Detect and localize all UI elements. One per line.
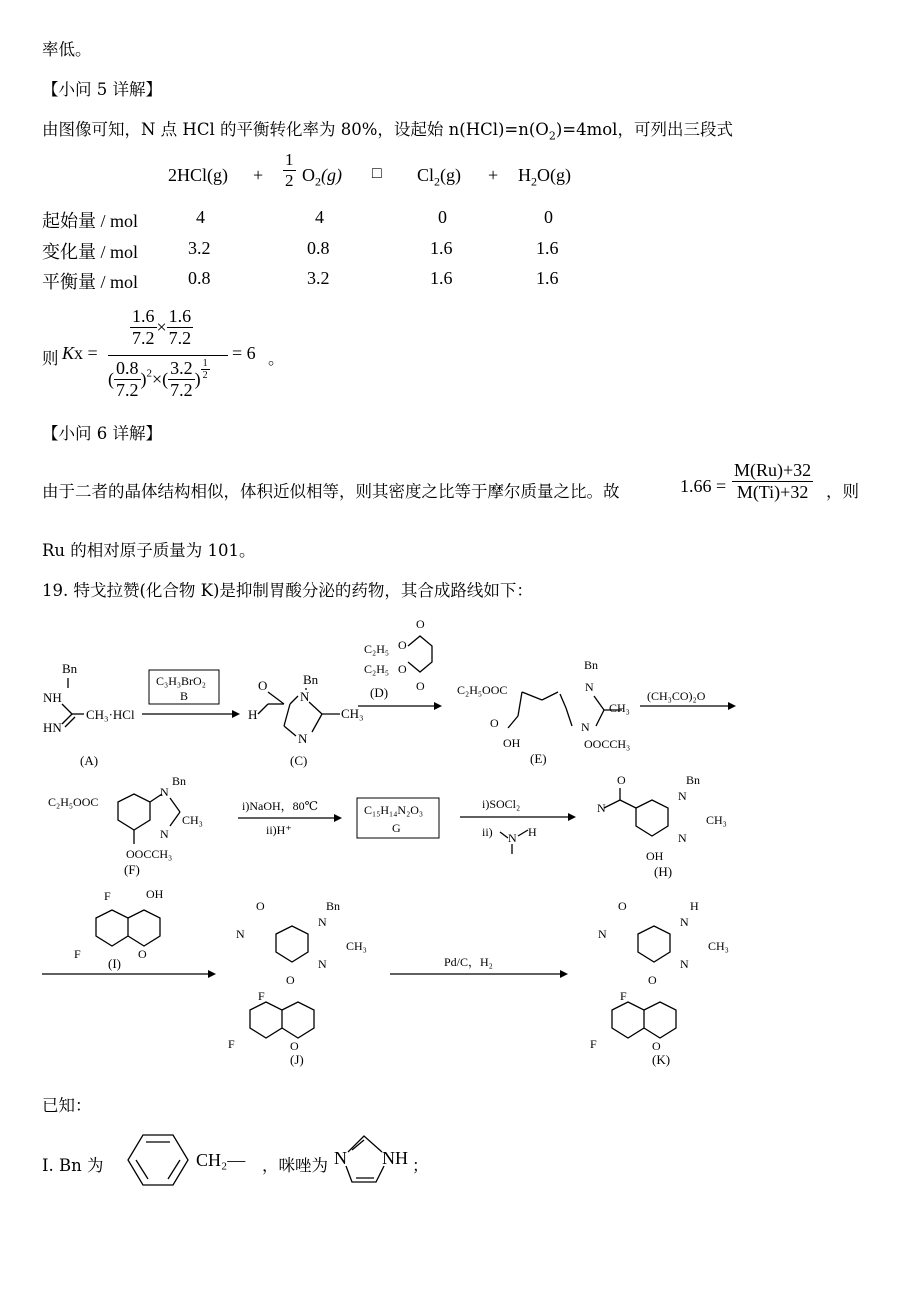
a-label: (A)	[80, 753, 99, 768]
e-bond	[508, 716, 518, 728]
a-bn: Bn	[62, 661, 78, 676]
ice-cell: 3.2	[188, 238, 211, 258]
kx-den-a: 7.2	[132, 328, 155, 348]
compound-k	[590, 899, 729, 1067]
eq-arrow-box: □	[372, 165, 382, 182]
kx-exp-half-den: 2	[202, 370, 208, 381]
j-o: O	[256, 899, 265, 913]
d-label: (D)	[370, 685, 389, 700]
imidazole-n: N	[334, 1148, 347, 1168]
i-benzene	[96, 910, 128, 946]
ice-cell: 4	[315, 207, 324, 227]
ice-cell: 1.6	[536, 238, 559, 258]
ice-cell: 1.6	[536, 268, 559, 288]
k-label: (K)	[652, 1052, 671, 1067]
c-bond	[258, 704, 268, 714]
step-fg-2: ii)H⁺	[266, 823, 292, 837]
eq-cl-sub: 2	[434, 174, 441, 189]
k-o2: O	[648, 973, 657, 987]
j-benzene-2	[250, 1002, 282, 1038]
ice-cell: 0.8	[307, 238, 330, 258]
kx-den-d-num: 3.2	[170, 358, 193, 378]
reagent-d	[358, 617, 442, 710]
a-hn: HN	[43, 720, 62, 735]
kx-den-b: 7.2	[168, 328, 192, 348]
h-ch3: CH₃	[706, 813, 727, 827]
i-ring	[128, 910, 160, 946]
kx-exp-half-num: 1	[202, 358, 208, 369]
k-f1: F	[620, 989, 627, 1003]
k-f2: F	[590, 1037, 597, 1051]
j-o2: O	[286, 973, 295, 987]
b-formula: C₃H₃BrO₂	[156, 674, 206, 688]
c-bond	[309, 702, 322, 714]
f-n3: N	[160, 827, 169, 841]
kx-num-a: 1.6	[132, 306, 155, 326]
compound-g	[357, 798, 439, 838]
j-label: (J)	[290, 1052, 304, 1067]
g-label: G	[392, 821, 401, 835]
ice-cell: 0	[438, 207, 447, 227]
kx-den-d-den: 7.2	[170, 380, 193, 400]
i-oh: OH	[146, 887, 164, 901]
ice-cell: 3.2	[307, 268, 330, 288]
ice-row-label-2: 平衡量 / mol	[42, 272, 139, 292]
arrow-g-h	[460, 797, 576, 854]
k-n: N	[598, 927, 607, 941]
j-o3: O	[290, 1039, 299, 1053]
e-bond	[566, 708, 572, 726]
ice-cell: 0	[544, 207, 553, 227]
b-label: B	[180, 689, 189, 703]
e-bond	[542, 692, 558, 700]
known-end: ；	[412, 1156, 429, 1175]
c-n1: N	[300, 689, 310, 704]
e-bond	[518, 692, 522, 716]
k-benzene-2	[612, 1002, 644, 1038]
amine-h: H	[528, 825, 537, 839]
f-ch3: CH₃	[182, 813, 203, 827]
arrow-head	[568, 813, 576, 821]
eq-plus2: +	[488, 165, 499, 185]
f-bond	[170, 798, 180, 812]
c-bond	[284, 726, 296, 736]
eq-product2	[518, 165, 571, 190]
q6-ratio-value: 1.66 =	[680, 476, 727, 496]
f-bond	[170, 812, 180, 826]
f-bn: Bn	[172, 774, 187, 788]
ice-cell: 0.8	[188, 268, 211, 288]
d-c2h5-1: C₂H₅	[364, 642, 390, 656]
k-h: H	[690, 899, 699, 913]
eq-o2	[302, 165, 342, 190]
e-bn: Bn	[584, 658, 599, 672]
k-n3: N	[680, 957, 689, 971]
h-bond	[620, 800, 636, 808]
e-label: (E)	[530, 751, 547, 766]
synthesis-scheme	[0, 600, 900, 1080]
q6-header: 【小问 6 详解】	[42, 424, 162, 443]
j-benzene	[276, 926, 308, 962]
c-bn: Bn	[303, 672, 319, 687]
eq-half-num: 1	[285, 150, 294, 169]
imidazole-nh: NH	[382, 1148, 408, 1168]
kx-num-b: 1.6	[168, 306, 192, 326]
ice-cell: 1.6	[430, 268, 453, 288]
k-benzene	[638, 926, 670, 962]
k-ring	[644, 1002, 676, 1038]
compound-i	[42, 887, 216, 978]
step-jk: Pd/C，H₂	[444, 955, 493, 969]
eq-half-den: 2	[285, 171, 294, 190]
kx-prefix: 则	[42, 349, 59, 368]
imidazole-bottom-bond	[346, 1166, 384, 1182]
j-ring	[282, 1002, 314, 1038]
arrow-a-c	[142, 670, 240, 718]
h-bond	[604, 800, 620, 808]
eq-cl-state: (g)	[440, 165, 462, 185]
amine-bond	[500, 832, 508, 838]
step-gh-1: i)SOCl₂	[482, 797, 521, 811]
i-f2: F	[74, 947, 81, 961]
e-n3: N	[581, 720, 590, 734]
k-o3: O	[652, 1039, 661, 1053]
c-o: O	[258, 678, 268, 693]
q5-header: 【小问 5 详解】	[42, 80, 162, 99]
d-o2: O	[398, 662, 407, 676]
h-n3: N	[678, 831, 687, 845]
j-ch3: CH₃	[346, 939, 367, 953]
e-bond	[522, 692, 542, 700]
j-f2: F	[228, 1037, 235, 1051]
kx-k: K	[62, 343, 75, 363]
arrow-head	[434, 702, 442, 710]
benzene-icon	[118, 1130, 198, 1190]
kx-x: x =	[74, 343, 98, 363]
arrow-head	[728, 702, 736, 710]
d-o1: O	[398, 638, 407, 652]
j-f1: F	[258, 989, 265, 1003]
q6-ratio	[732, 460, 813, 503]
kx-denominator: ( $\frac{0.8}{7.2}$ )$^2$×( $\frac{3.2}{7.2}$ ) $\frac{1}{2}$	[108, 358, 208, 400]
i-f1: F	[104, 889, 111, 903]
a-bond	[65, 717, 75, 727]
known-header: 已知：	[42, 1096, 92, 1115]
q5-text	[42, 116, 733, 142]
q6-ratio-den: M(Ti)+32	[732, 481, 813, 503]
eq-h2o-state: O(g)	[537, 165, 571, 185]
kx-den-c-den: 7.2	[116, 380, 139, 400]
known-mid: ，咪唑为	[262, 1156, 328, 1175]
arrow-e-f	[640, 689, 736, 710]
f-c2h5ooc: C₂H₅OOC	[48, 795, 99, 809]
compound-a	[43, 661, 135, 768]
q5-text-sub: 2	[548, 129, 556, 143]
known-item1-prefix: I. Bn 为	[42, 1156, 104, 1175]
d-ring	[408, 636, 432, 672]
arrow-head	[334, 814, 342, 822]
q6-text-end: ，则	[826, 482, 859, 501]
h-bn: Bn	[686, 773, 701, 787]
compound-c	[248, 672, 364, 768]
ice-row-label-1: 变化量 / mol	[42, 242, 139, 262]
d-o3: O	[416, 617, 425, 631]
compound-e	[457, 658, 630, 766]
kx-times-1: ×	[156, 317, 167, 337]
h-oh: OH	[646, 849, 664, 863]
j-n: N	[236, 927, 245, 941]
f-benzene	[118, 794, 150, 830]
a-nh: NH	[43, 690, 62, 705]
j-n1: N	[318, 915, 327, 929]
compound-f	[48, 774, 203, 877]
e-o: O	[490, 716, 499, 730]
k-n1: N	[680, 915, 689, 929]
compound-j	[228, 899, 367, 1067]
ice-cell: 1.6	[430, 238, 453, 258]
step-ef: (CH₃CO)₂O	[647, 689, 706, 703]
compound-h	[597, 773, 727, 879]
q6-text: 由于二者的晶体结构相似，体积近似相等，则其密度之比等于摩尔质量之比。故	[42, 482, 620, 501]
h-label: (H)	[654, 864, 673, 879]
c-n3: N	[298, 731, 308, 746]
f-n1: N	[160, 785, 169, 799]
e-c2h5ooc: C₂H₅OOC	[457, 683, 508, 697]
i-label: (I)	[108, 956, 121, 971]
j-n3: N	[318, 957, 327, 971]
q5-text-main: 由图像可知，N 点 HCl 的平衡转化率为 80%，设起始 n(HCl)=n(O	[42, 120, 549, 139]
ice-row-label-0: 起始量 / mol	[42, 211, 139, 231]
c-label: (C)	[290, 753, 308, 768]
arrow-j-k	[390, 955, 568, 978]
e-oh: OH	[503, 736, 521, 750]
h-o: O	[617, 773, 626, 787]
known-ch2: CH₂—	[196, 1150, 246, 1170]
arrow-head	[208, 970, 216, 978]
c-h: H	[248, 707, 258, 722]
d-c2h5-2: C₂H₅	[364, 662, 390, 676]
j-bn: Bn	[326, 899, 341, 913]
f-label: (F)	[124, 862, 140, 877]
a-bond	[62, 704, 72, 714]
eq-cl: Cl	[417, 165, 435, 185]
h-n1: N	[678, 789, 687, 803]
c-bond	[268, 692, 284, 704]
intro-line: 率低。	[42, 40, 92, 59]
eq-o2-sub: 2	[315, 174, 321, 189]
e-bond	[594, 696, 604, 710]
c-bond	[284, 704, 290, 726]
e-n1: N	[585, 680, 594, 694]
imidazole-icon	[330, 1128, 420, 1188]
kx-den-c-num: 0.8	[116, 358, 139, 378]
q5-text-end: )=4mol，可列出三段式	[555, 120, 733, 139]
e-bond	[596, 710, 604, 726]
kx-numerator	[130, 306, 193, 349]
d-o4: O	[416, 679, 425, 693]
amine-bond	[518, 830, 528, 836]
eq-o2-state: (g)	[321, 165, 342, 185]
k-o: O	[618, 899, 627, 913]
kx-symbol	[62, 343, 98, 364]
arrow-head	[232, 710, 240, 718]
c-bond	[312, 714, 322, 732]
g-formula: C₁₅H₁₄N₂O₃	[364, 803, 424, 817]
eq-half	[283, 150, 296, 191]
h-n: N	[597, 801, 606, 815]
ice-cell: 4	[196, 207, 205, 227]
eq-o2-sym: O	[302, 165, 315, 185]
arrow-f-g	[238, 799, 342, 837]
f-oocch3: OOCCH₃	[126, 847, 173, 861]
c-ch3: CH₃	[341, 706, 364, 721]
c-bond	[290, 696, 298, 704]
amine-n: N	[508, 831, 517, 845]
arrow-head	[560, 970, 568, 978]
k-ch3: CH₃	[708, 939, 729, 953]
kx-times-2: ×	[152, 369, 163, 389]
e-ch3: CH₃	[609, 701, 630, 715]
step-gh-2: ii)	[482, 825, 493, 839]
h-benzene	[636, 800, 668, 836]
e-oocch3: OOCCH₃	[584, 737, 631, 751]
i-o: O	[138, 947, 147, 961]
eq-product1	[417, 165, 461, 190]
kx-end: 。	[268, 349, 285, 368]
kx-result: = 6	[232, 343, 256, 363]
kx-exp-2: 2	[146, 367, 152, 380]
e-bond	[560, 694, 566, 708]
step-fg-1: i)NaOH，80℃	[242, 799, 319, 813]
eq-h-sub: 2	[531, 174, 537, 189]
kx-main-fraction-bar	[108, 355, 228, 356]
a-bond	[62, 714, 72, 724]
eq-plus1: +	[253, 165, 264, 185]
q6-text2: Ru 的相对原子质量为 101。	[42, 541, 256, 560]
q6-ratio-num: M(Ru)+32	[734, 460, 812, 480]
eq-h: H	[518, 165, 531, 185]
eq-reactant1: 2HCl(g)	[168, 165, 228, 185]
q19-title: 19. 特戈拉赞(化合物 K)是抑制胃酸分泌的药物，其合成路线如下：	[42, 581, 533, 600]
a-ch3hcl: CH₃·HCl	[86, 707, 135, 722]
